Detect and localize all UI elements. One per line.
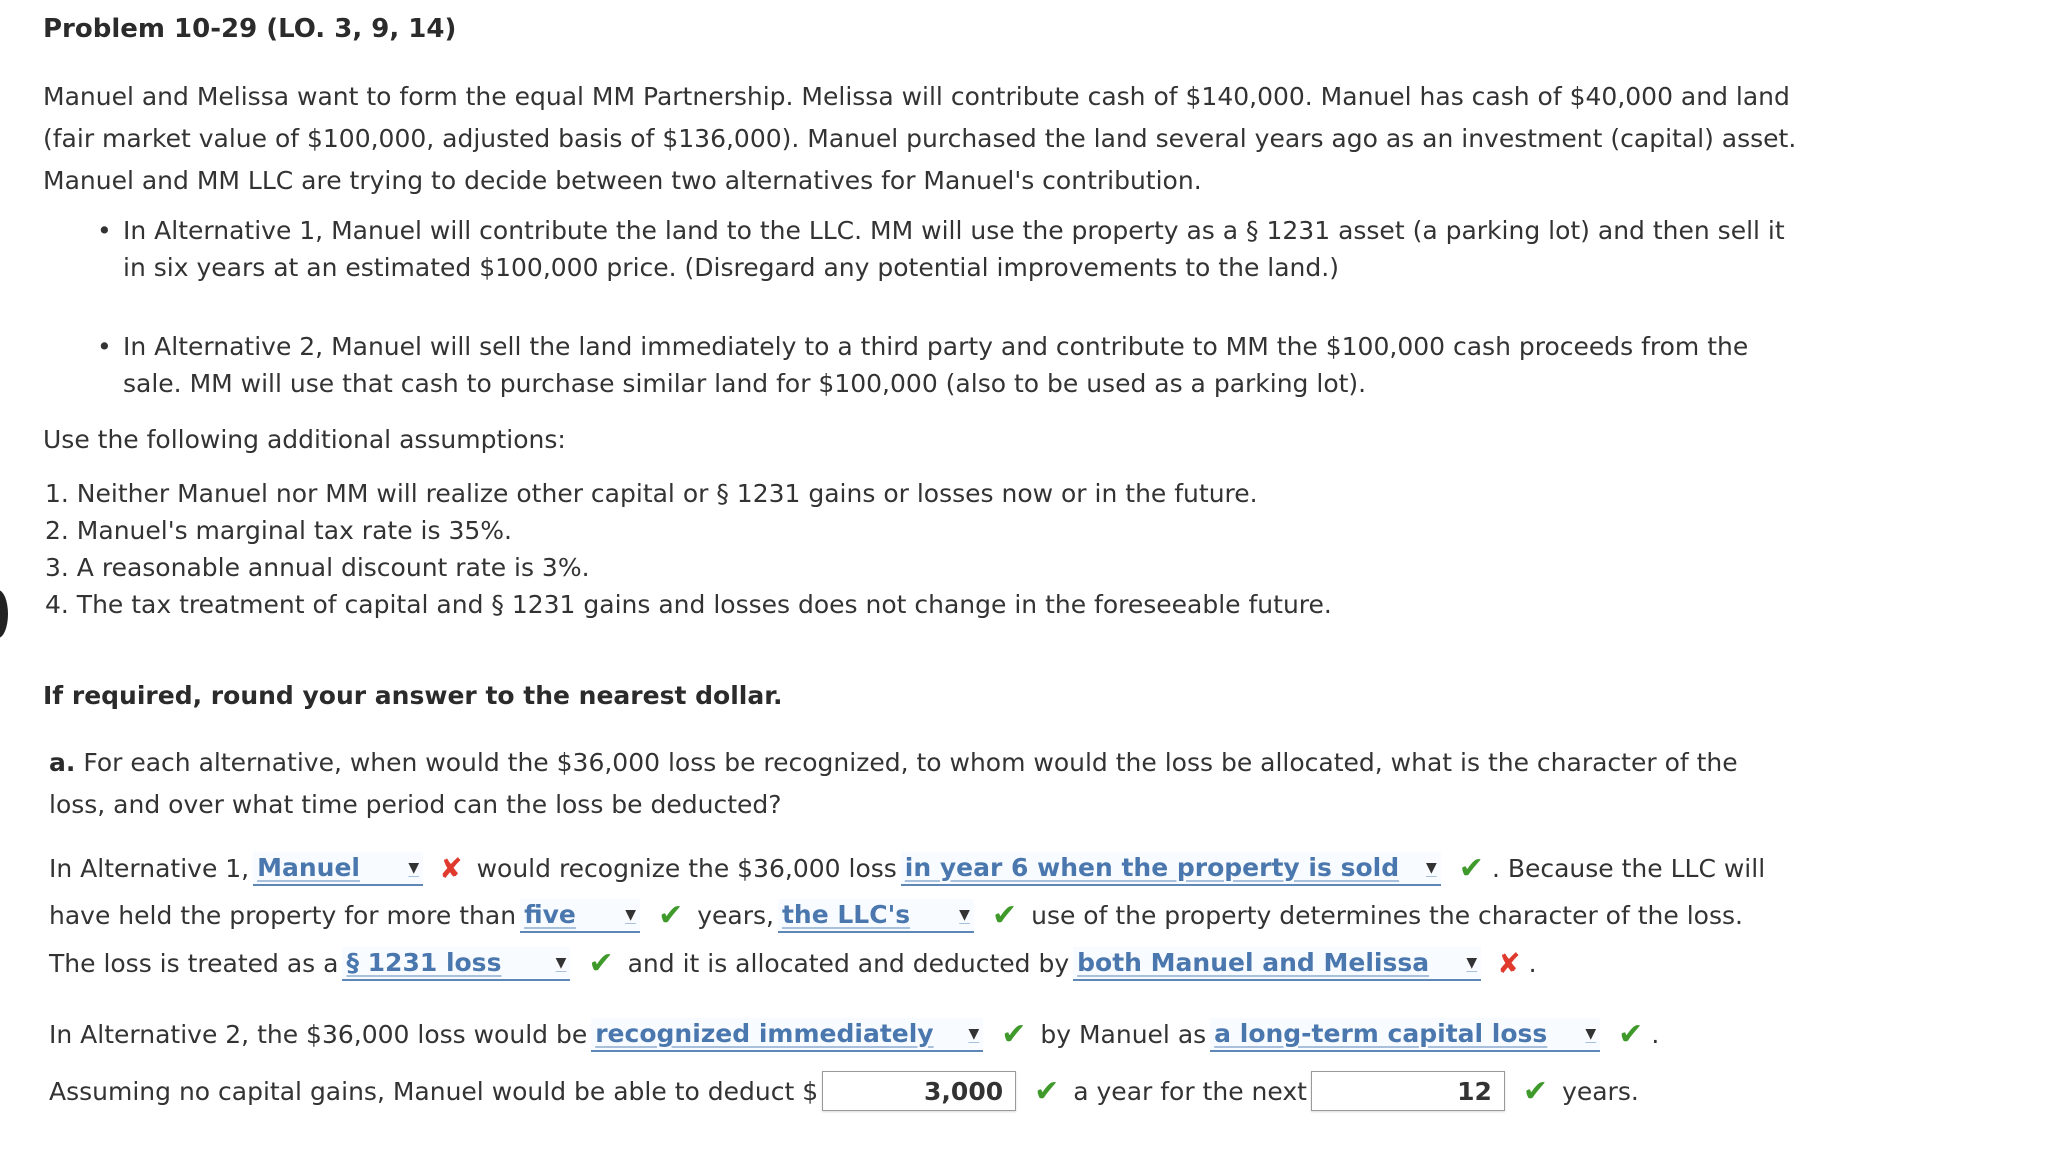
answer-text: The loss is treated as a — [49, 949, 339, 978]
question-line: loss, and over what time period can the loss be deducted? — [49, 790, 782, 819]
question-a — [49, 742, 1789, 826]
edge-tab — [0, 590, 8, 638]
bullet-alternative-2 — [97, 328, 1823, 402]
answer-text: . — [1528, 949, 1537, 978]
answer-line-1 — [49, 851, 1765, 886]
bullet-line: In Alternative 2, Manuel will sell the land immediately to a third party and contribute to MM the $100,000 cash proceeds from the — [123, 332, 1749, 361]
intro-line: Manuel and MM LLC are trying to decide between two alternatives for Manuel's contribution. — [43, 166, 1202, 195]
chevron-down-icon: ▼ — [959, 906, 970, 923]
chevron-down-icon: ▼ — [555, 954, 567, 971]
answer-text: . — [1651, 1020, 1660, 1049]
when-select[interactable] — [901, 852, 1441, 886]
chevron-down-icon: ▼ — [968, 1025, 980, 1042]
whose-use-select[interactable] — [778, 899, 974, 933]
correct-icon: ✔ — [1458, 851, 1484, 886]
answer-text: . Because the LLC will — [1491, 854, 1766, 883]
select-value: a long-term capital loss — [1214, 1019, 1548, 1048]
answer-text: by Manuel as — [1040, 1020, 1207, 1049]
correct-icon: ✔ — [658, 898, 684, 933]
chevron-down-icon: ▼ — [1466, 954, 1478, 971]
bullet-line: sale. MM will use that cash to purchase similar land for $100,000 (also to be used as a parking lot). — [123, 369, 1367, 398]
question-line: For each alternative, when would the $36,000 loss be recognized, to whom would the loss be allocated, what is the character of the — [83, 748, 1738, 777]
answer-line-5 — [49, 1071, 1639, 1111]
correct-icon: ✔ — [1618, 1017, 1644, 1052]
select-value: five — [524, 900, 576, 929]
assumption-item: 2. Manuel's marginal tax rate is 35%. — [45, 516, 512, 545]
answer-text: a year for the next — [1073, 1076, 1307, 1106]
correct-icon: ✔ — [1001, 1017, 1027, 1052]
answer-text: use of the property determines the character of the loss. — [1031, 901, 1743, 930]
correct-icon: ✔ — [991, 898, 1018, 933]
answer-text: In Alternative 2, the $36,000 loss would be — [49, 1020, 588, 1049]
problem-intro — [43, 76, 1803, 202]
assumption-item: 4. The tax treatment of capital and § 1231 gains and losses does not change in the foreseeable future. — [45, 590, 1332, 619]
intro-line: (fair market value of $100,000, adjusted basis of $136,000). Manuel purchased the land several years ago as an investment (capital) asset. — [43, 124, 1797, 153]
correct-icon: ✔ — [1034, 1073, 1060, 1109]
incorrect-icon: ✘ — [1497, 947, 1521, 980]
problem-title: Problem 10-29 (LO. 3, 9, 14) — [43, 14, 457, 44]
select-value: both Manuel and Melissa — [1077, 948, 1430, 977]
assumptions-label: Use the following additional assumptions: — [43, 425, 566, 454]
correct-icon: ✔ — [1522, 1073, 1549, 1109]
bullet-line: in six years at an estimated $100,000 price. (Disregard any potential improvements to the land.) — [123, 253, 1339, 282]
select-value: § 1231 loss — [346, 948, 502, 977]
bullet-icon: • — [97, 216, 112, 245]
allocated-to-select[interactable] — [1073, 947, 1481, 981]
answer-text: have held the property for more than — [49, 901, 517, 930]
assumption-item: 1. Neither Manuel nor MM will realize other capital or § 1231 gains or losses now or in the future. — [45, 479, 1258, 508]
assumptions-list — [45, 475, 1332, 623]
deduct-amount-input[interactable]: 3,000 — [822, 1071, 1016, 1111]
years-count-input[interactable]: 12 — [1311, 1071, 1505, 1111]
chevron-down-icon: ▼ — [1585, 1025, 1597, 1042]
rounding-instruction: If required, round your answer to the nearest dollar. — [43, 681, 783, 710]
assumption-item: 3. A reasonable annual discount rate is 3%. — [45, 553, 590, 582]
character-select[interactable] — [342, 947, 570, 981]
answer-text: years, — [697, 901, 774, 930]
answer-text: In Alternative 1, — [49, 854, 250, 883]
bullet-icon: • — [97, 332, 112, 361]
answer-line-3 — [49, 946, 1537, 981]
bullet-line: In Alternative 1, Manuel will contribute the land to the LLC. MM will use the property as a § 1231 asset (a parking lot) and then sell it — [123, 216, 1785, 245]
chevron-down-icon: ▼ — [1426, 859, 1437, 876]
answer-line-2 — [49, 898, 1743, 933]
answer-text: and it is allocated and deducted by — [627, 949, 1070, 978]
answer-text: Assuming no capital gains, Manuel would be able to deduct $ — [49, 1076, 819, 1106]
years-held-select[interactable] — [520, 899, 640, 933]
correct-icon: ✔ — [588, 946, 614, 981]
select-value: recognized immediately — [595, 1019, 934, 1048]
question-label: a. — [49, 748, 76, 777]
incorrect-icon: ✘ — [439, 852, 463, 885]
select-value: the LLC's — [781, 900, 911, 929]
chevron-down-icon: ▼ — [408, 859, 420, 876]
answer-text: years. — [1562, 1076, 1639, 1106]
timing-select[interactable] — [591, 1018, 983, 1052]
answer-line-4 — [49, 1017, 1659, 1052]
chevron-down-icon: ▼ — [625, 906, 637, 923]
who-select[interactable] — [253, 852, 423, 886]
intro-line: Manuel and Melissa want to form the equal MM Partnership. Melissa will contribute cash of $140,000. Manuel has cash of $40,000 and land — [43, 82, 1790, 111]
bullet-alternative-1 — [97, 212, 1823, 286]
character-2-select[interactable] — [1210, 1018, 1600, 1052]
select-value: Manuel — [257, 853, 360, 882]
select-value: in year 6 when the property is sold — [904, 853, 1400, 882]
answer-text: would recognize the $36,000 loss — [476, 854, 897, 883]
